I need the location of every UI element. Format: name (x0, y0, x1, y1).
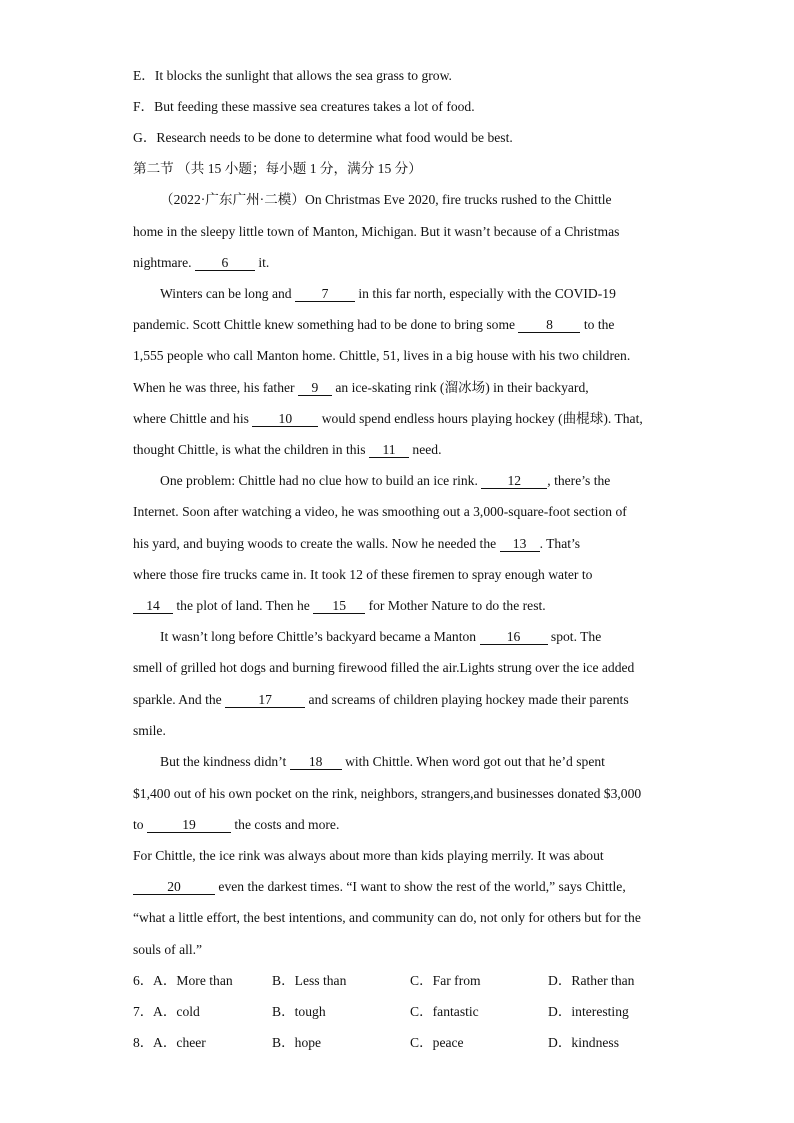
passage-line: pandemic. Scott Chittle knew something had to be done to bring some 8 to the (133, 317, 615, 332)
passage-line: （2022·广东广州·二模）On Christmas Eve 2020, fire trucks rushed to the Chittle (160, 192, 612, 207)
passage-line: 20 even the darkest times. “I want to show the rest of the world,” says Chittle, (133, 878, 673, 896)
passage-line: sparkle. And the 17 and screams of children playing hockey made their parents (133, 692, 629, 707)
passage-line: Internet. Soon after watching a video, he was smoothing out a 3,000-square-foot section of (133, 504, 627, 519)
option-c[interactable]: C．peace (410, 1035, 464, 1050)
source-tag: （2022·广东广州·二模） (160, 192, 305, 207)
option-b[interactable]: B．tough (272, 1004, 326, 1019)
passage-line: “what a little effort, the best intentions, and community can do, not only for others but for the (133, 910, 641, 925)
passage-line: souls of all.” (133, 942, 203, 957)
passage-line: Winters can be long and 7 in this far north, especially with the COVID-19 (160, 286, 616, 301)
option-a[interactable]: A．cheer (153, 1035, 206, 1050)
passage-line: home in the sleepy little town of Manton, Michigan. But it wasn’t because of a Christmas (133, 224, 620, 239)
question-number: 7． (133, 1004, 154, 1019)
option-f: F．But feeding these massive sea creatures takes a lot of food. (133, 99, 475, 114)
blank-6[interactable]: 6 (195, 255, 255, 271)
blank-16[interactable]: 16 (480, 629, 548, 645)
passage-line: where those fire trucks came in. It took 12 of these firemen to spray enough water to (133, 567, 593, 582)
blank-15[interactable]: 15 (313, 598, 365, 614)
blank-19[interactable]: 19 (147, 817, 231, 833)
passage-line: smile. (133, 723, 166, 738)
question-number: 6． (133, 973, 154, 988)
option-a[interactable]: A．cold (153, 1004, 200, 1019)
section-header: 第二节 （共 15 小题；每小题 1 分，满分 15 分） (133, 161, 422, 176)
blank-11[interactable]: 11 (369, 442, 409, 458)
option-d[interactable]: D．Rather than (548, 973, 635, 988)
blank-18[interactable]: 18 (290, 754, 342, 770)
blank-8[interactable]: 8 (518, 317, 580, 333)
option-c[interactable]: C．Far from (410, 973, 481, 988)
passage-line: When he was three, his father 9 an ice-skating rink (溜冰场) in their backyard, (133, 380, 589, 395)
blank-14[interactable]: 14 (133, 598, 173, 614)
blank-13[interactable]: 13 (500, 536, 540, 552)
blank-20[interactable]: 20 (133, 879, 215, 895)
option-e: E．It blocks the sunlight that allows the sea grass to grow. (133, 68, 452, 83)
question-number: 8． (133, 1035, 154, 1050)
passage-line: where Chittle and his 10 would spend endless hours playing hockey (曲棍球). That, (133, 411, 643, 426)
passage-line: 1,555 people who call Manton home. Chittle, 51, lives in a big house with his two children. (133, 348, 631, 363)
passage-line: For Chittle, the ice rink was always about more than kids playing merrily. It was about (133, 848, 604, 863)
passage-line: But the kindness didn’t 18 with Chittle. When word got out that he’d spent (160, 754, 605, 769)
passage-line: smell of grilled hot dogs and burning firewood filled the air.Lights strung over the ice added (133, 660, 635, 675)
passage-line: nightmare. 6 it. (133, 255, 270, 270)
blank-10[interactable]: 10 (252, 411, 318, 427)
passage-line: thought Chittle, is what the children in this 11 need. (133, 442, 442, 457)
blank-9[interactable]: 9 (298, 380, 332, 396)
option-d[interactable]: D．kindness (548, 1035, 619, 1050)
option-d[interactable]: D．interesting (548, 1004, 629, 1019)
blank-12[interactable]: 12 (481, 473, 547, 489)
blank-17[interactable]: 17 (225, 692, 305, 708)
passage-line: $1,400 out of his own pocket on the rink, neighbors, strangers,and businesses donated $3,000 (133, 786, 642, 801)
option-a[interactable]: A．More than (153, 973, 233, 988)
passage-line: 14 the plot of land. Then he 15 for Mother Nature to do the rest. (133, 597, 673, 615)
passage-line: One problem: Chittle had no clue how to build an ice rink. 12 , there’s the (160, 473, 611, 488)
option-b[interactable]: B．Less than (272, 973, 347, 988)
blank-7[interactable]: 7 (295, 286, 355, 302)
option-c[interactable]: C．fantastic (410, 1004, 479, 1019)
passage-line: to 19 the costs and more. (133, 817, 340, 832)
passage-line: It wasn’t long before Chittle’s backyard became a Manton 16 spot. The (160, 629, 602, 644)
option-b[interactable]: B．hope (272, 1035, 322, 1050)
passage-line: his yard, and buying woods to create the walls. Now he needed the 13 . That’s (133, 536, 581, 551)
option-g: G．Research needs to be done to determine what food would be best. (133, 130, 513, 145)
